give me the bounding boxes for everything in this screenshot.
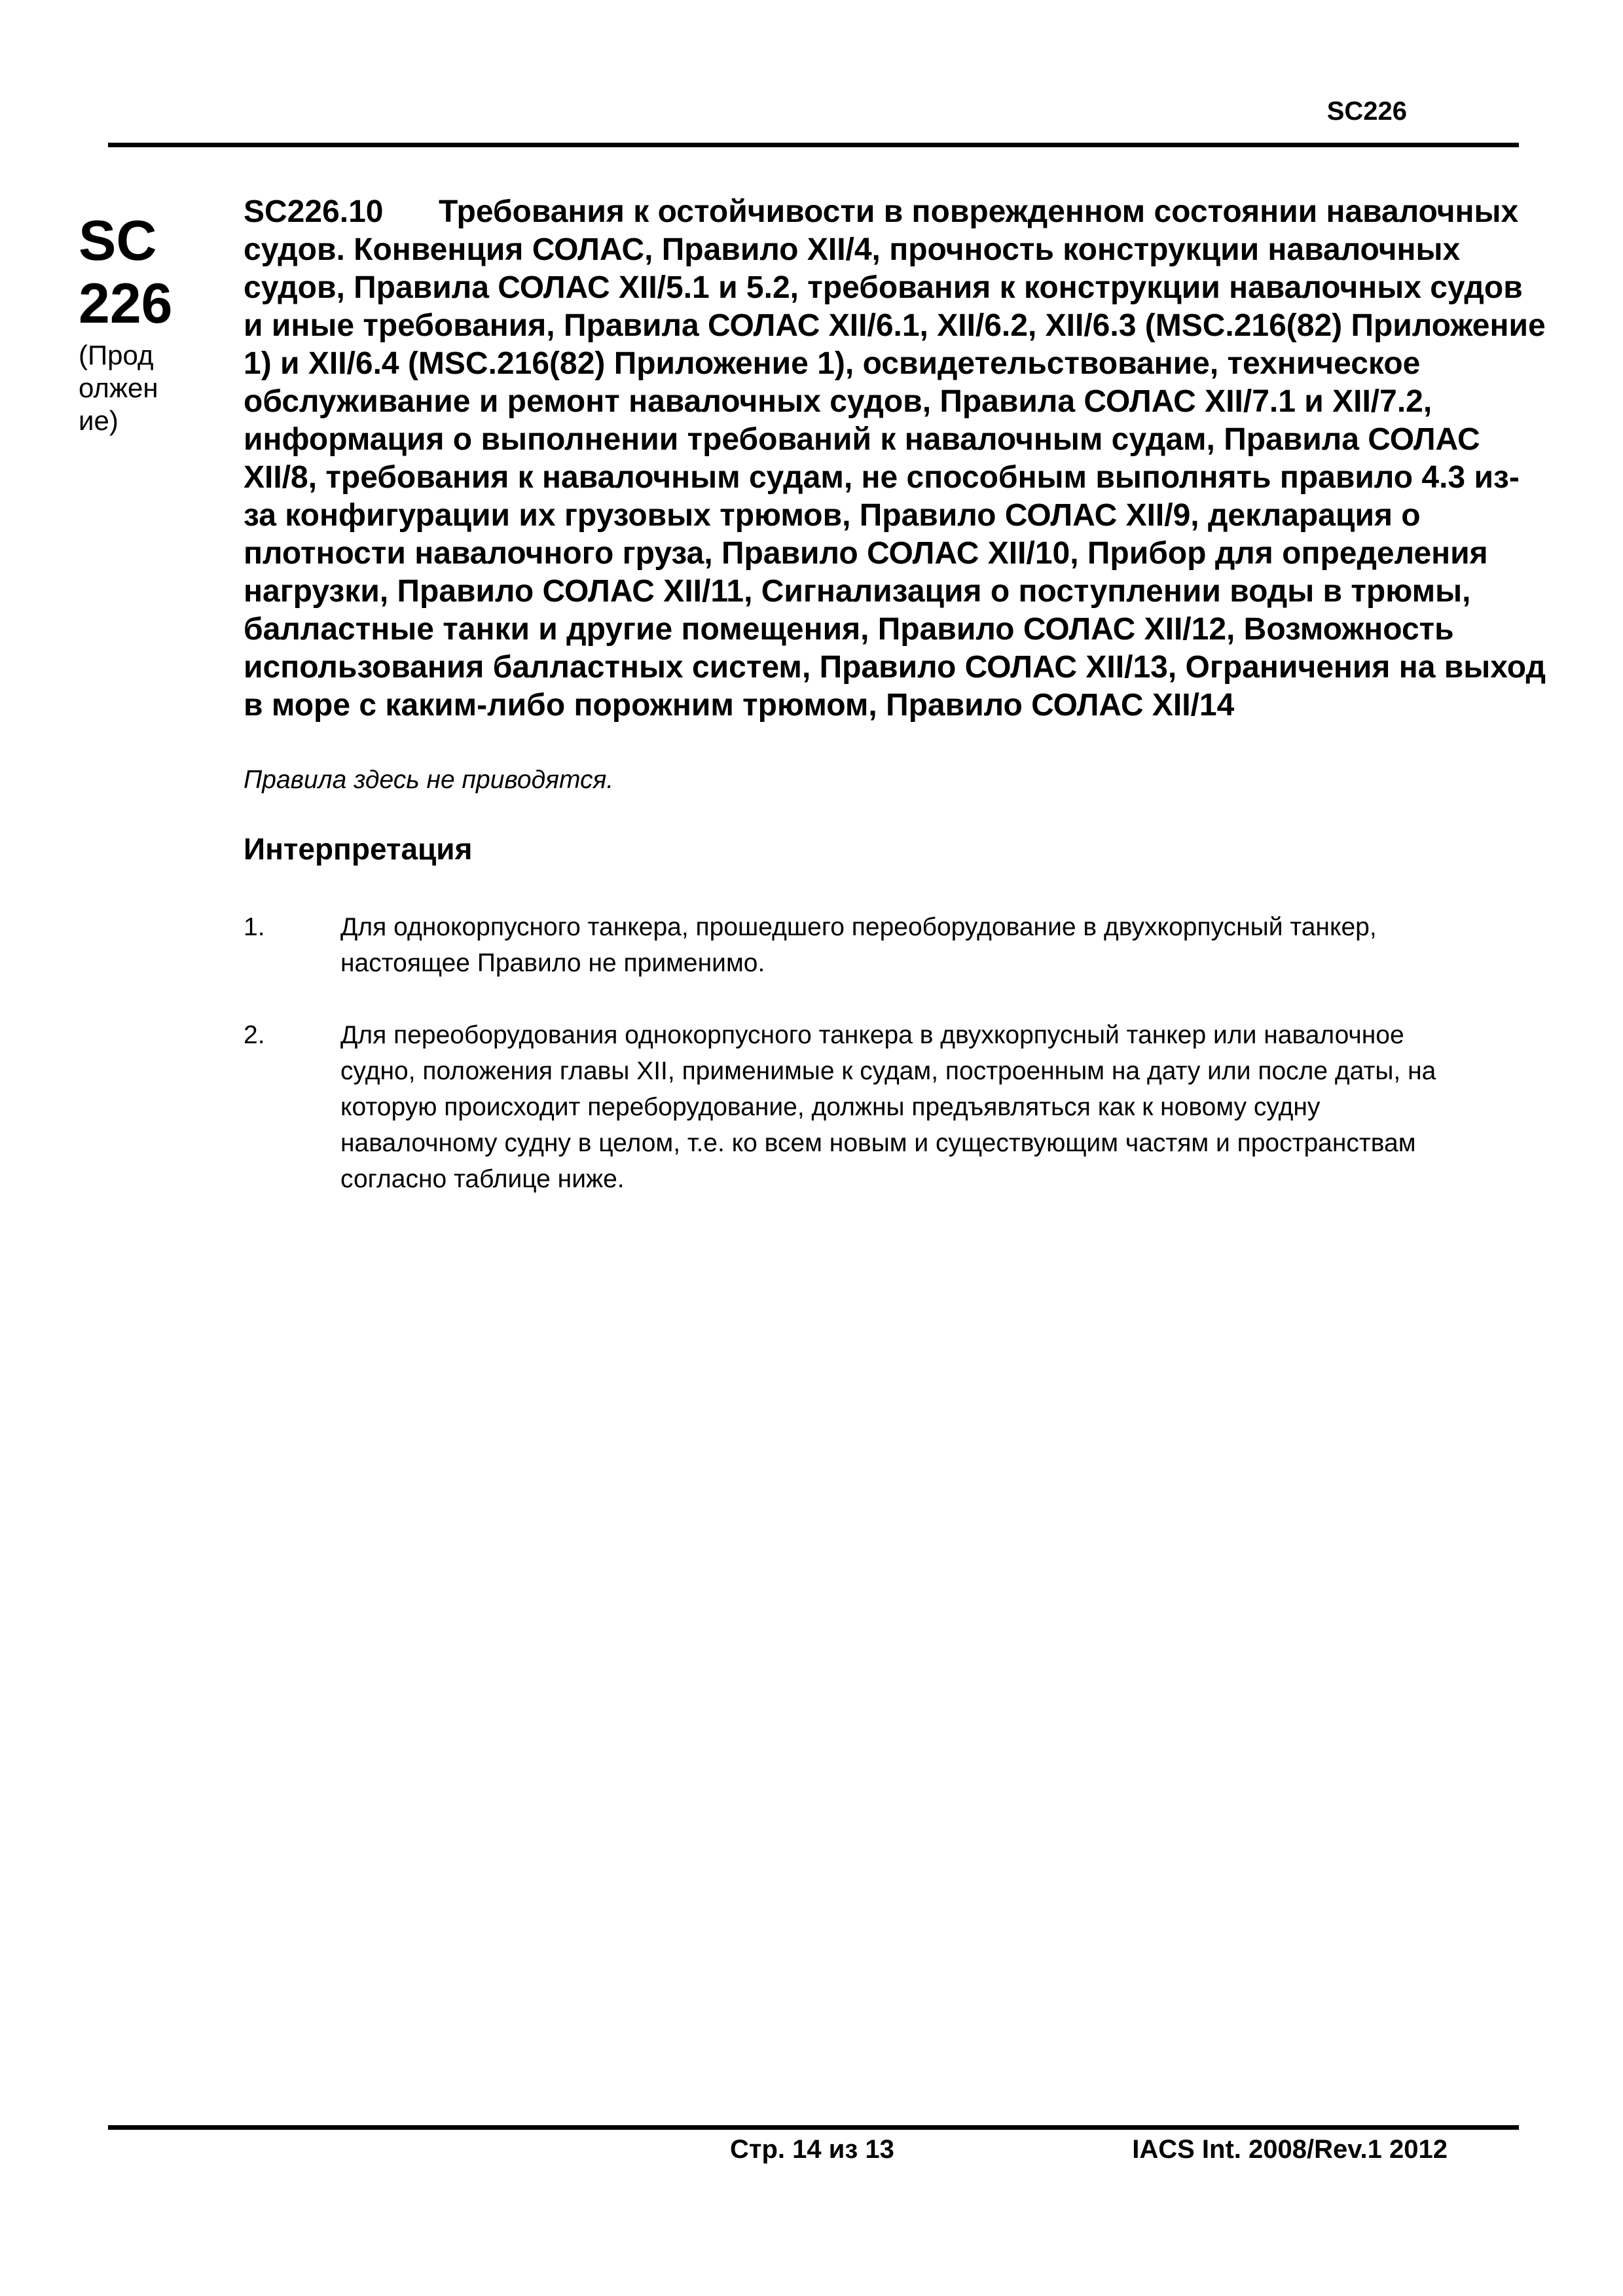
side-note-line-2: олжен [79,372,158,403]
section-title: Требования к остойчивости в поврежденном состоянии навалочных судов. Конвенция СОЛАС, Правило XII/4, прочность конструкции навалочных судов, Правила СОЛАС XII/5.1 и 5.2, требования к конструкции навалочных судов и иные требования, Правила СОЛАС XII/6.1, XII/6.2, XII/6.3 (MSC.216(82) Приложение 1) и XII/6.4 (MSC.216(82) Приложение 1), освидетельствование, техническое обслуживание и ремонт навалочных судов, Правила СОЛАС XII/7.1 и XII/7.2, информация о выполнении требований к навалочным судам, Правила СОЛАС XII/8, требования к навалочным судам, не способным выполнять правило 4.3 из-за конфигурации их грузовых трюмов, Правило СОЛАС XII/9, декларация о плотности навалочного груза, Правило СОЛАС XII/10, Прибор для определения нагрузки, Правило СОЛАС XII/11, Сигнализация о поступлении воды в трюмы, балластные танки и другие помещения, Правило СОЛАС XII/12, Возможность использования балластных систем, Правило СОЛАС XII/13, Ограничения на выход в море с каким-либо порожним трюмом, Правило СОЛАС XII/14 [244,194,1546,723]
section-heading [244,193,1546,725]
list-item-number: 1. [244,913,265,941]
main-content [244,193,1546,1233]
side-code-line-2: 226 [79,272,173,335]
lead-note: Правила здесь не приводятся. [244,766,614,794]
list-item [244,909,1546,981]
footer-reference: IACS Int. 2008/Rev.1 2012 [1132,2135,1448,2164]
side-code-line-1: SC [79,209,157,272]
list-item [244,1017,1546,1197]
interpretation-heading: Интерпретация [244,832,473,866]
header-doc-id: SC226 [1326,97,1407,126]
list-item-text: Для однокорпусного танкера, прошедшего переоборудование в двухкорпусный танкер, настоящее Правило не применимо. [340,913,1377,977]
side-tab [79,209,177,437]
footer-rule [108,2125,1519,2130]
interpretation-list [244,909,1546,1197]
side-note-line-3: ие) [79,405,119,436]
list-item-number: 2. [244,1021,265,1049]
header-rule [108,143,1519,147]
side-note [79,339,177,437]
section-number: SC226.10 [244,194,384,229]
footer-page-number: Стр. 14 из 13 [730,2135,894,2164]
side-code [79,209,177,335]
list-item-text: Для переоборудования однокорпусного танкера в двухкорпусный танкер или навалочное судно, положения главы XII, применимые к судам, построенным на дату или после даты, на которую происходит переборудование, должны предъявляться как к новому судну навалочному судну в целом, т.е. ко всем новым и существующим частям и пространствам согласно таблице ниже. [340,1021,1436,1193]
side-note-line-1: (Прод [79,340,154,370]
